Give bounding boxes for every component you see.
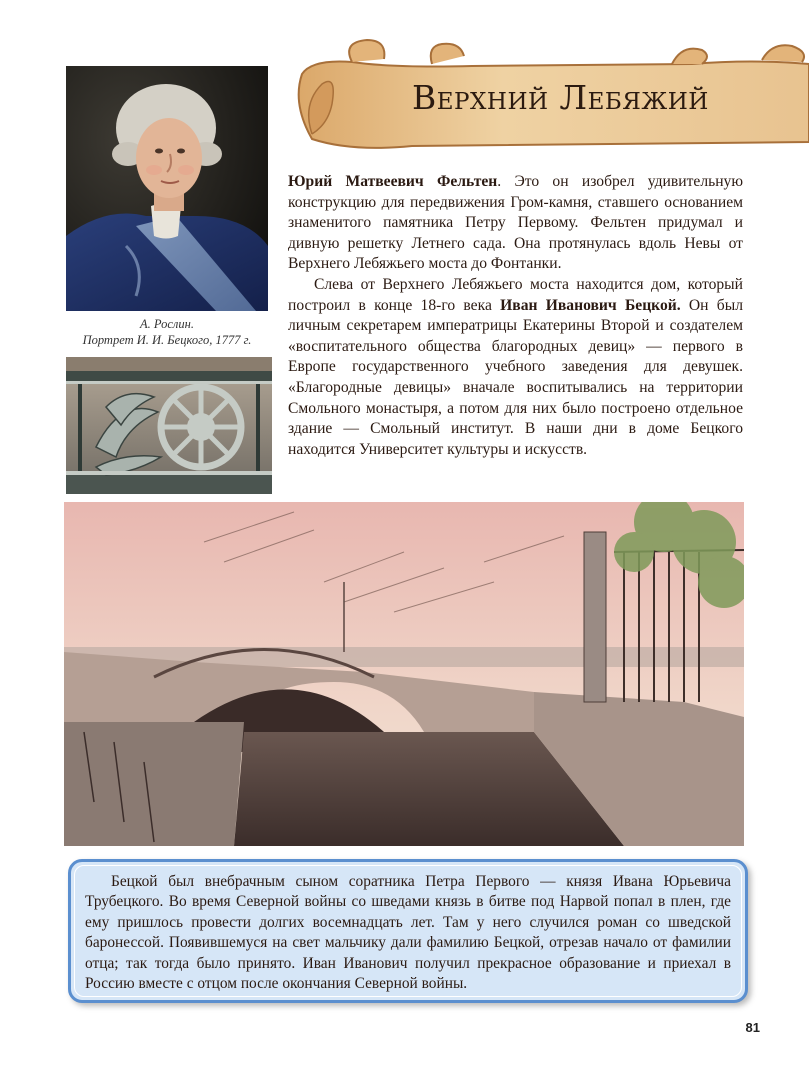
page-number: 81 <box>745 1020 760 1035</box>
portrait-image <box>66 66 268 311</box>
caption-title: Портрет И. И. Бецкого, 1777 г. <box>82 333 252 347</box>
paragraph-2-text-b: Он был личным секретарем императрицы Екатерины Второй и создателем «воспитательного общества благородных девиц» — первого в Европе государственного учебного заведения для девушек. «Благородные девицы» вначале воспитывались на территории Смольного монастыря, а потом для них было построено отдельное здание — Смольный институт. В наши дни в доме Бецкого находится Университет культуры и искусств. <box>288 296 743 458</box>
name-felten: Юрий Матвеевич Фельтен <box>288 173 498 190</box>
bridge-watercolor-image <box>64 502 744 846</box>
info-box <box>68 859 748 1003</box>
paragraph-1-text: . Это он изобрел удивительную конструкцию для передвижения Гром-камня, ставшего основанием знаменитого памятника Петру Первому. Фельтен придумал и дивную решетку Летнего сада. Она протянулась вдоль Невы от Верхнего Лебяжьего моста до Фонтанки. <box>288 173 744 273</box>
page-title: Верхний Лебяжий <box>412 78 709 117</box>
name-betskoy: Иван Иванович Бецкой. <box>500 296 681 314</box>
main-paragraph-2 <box>288 275 743 460</box>
main-text <box>288 172 743 460</box>
info-box-text: Бецкой был внебрачным сыном соратника Петра Первого — князя Ивана Юрьевича Трубецкого. Во время Северной войны со шведами князь в битве под Нарвой попал в плен, где ему пришлось провести долгих восемнадцать лет. Там у него случился роман со шведской баронессой. Появившемуся на свет мальчику дали фамилию Бецкой, отрезав начало от фамилии отца; так тогда было принято. Иван Иванович получил прекрасное образование и приехал в Россию вместе с отцом после окончания Северной войны. <box>85 873 731 993</box>
portrait-caption <box>60 316 274 348</box>
caption-author: А. Рослин. <box>140 317 194 331</box>
gate-ornament-image <box>66 357 272 494</box>
paragraph-2-text-a: Слева от Верхнего Лебяжьего моста находится дом, который построил в конце 18-го века <box>288 275 743 314</box>
main-paragraph-1 <box>288 172 743 275</box>
